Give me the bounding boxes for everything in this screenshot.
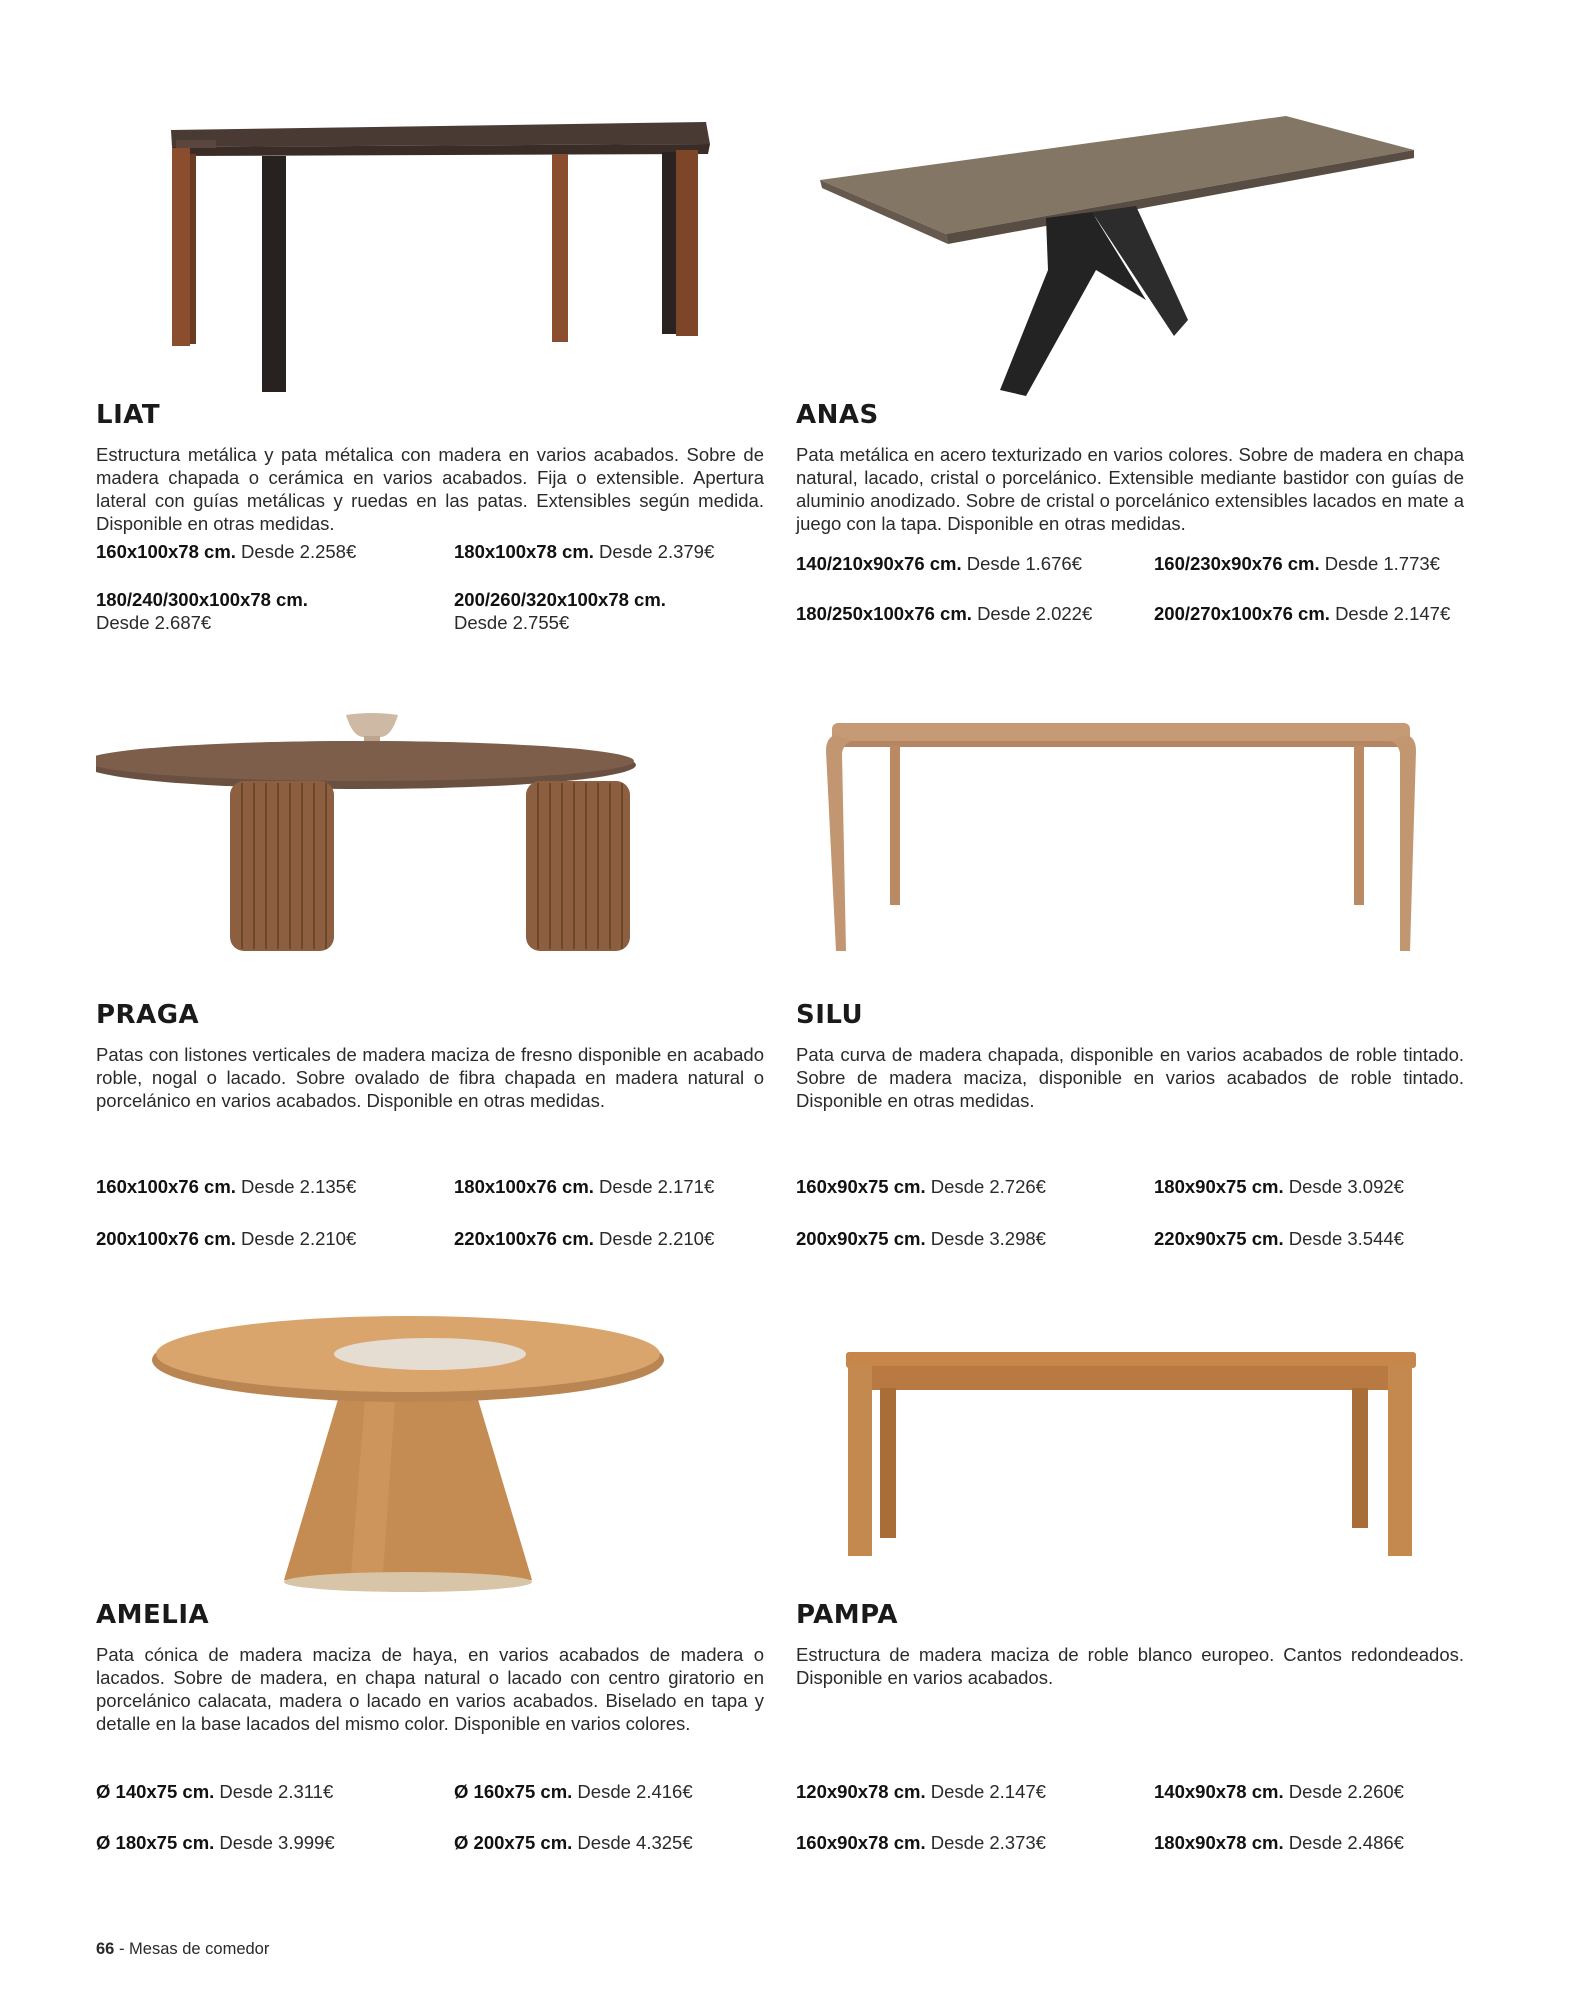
price-item	[1154, 602, 1504, 625]
product-name: LIAT	[96, 400, 161, 430]
price-value: Desde 2.311€	[219, 1781, 334, 1802]
page-number: 66	[96, 1940, 115, 1958]
product-name: PAMPA	[796, 1600, 898, 1630]
product-image-amelia	[96, 1310, 764, 1600]
price-item	[96, 1227, 446, 1250]
price-value: Desde 4.325€	[577, 1832, 693, 1853]
price-item	[454, 1175, 804, 1198]
price-size: 180/240/300x100x78 cm.	[96, 589, 308, 610]
price-value: Desde 2.171€	[599, 1176, 715, 1197]
price-value: Desde 3.999€	[219, 1832, 335, 1853]
price-size: 180x90x75 cm.	[1154, 1176, 1284, 1197]
product-image-pampa	[796, 1310, 1464, 1600]
price-size: 140/210x90x76 cm.	[796, 553, 962, 574]
product-image-liat	[96, 100, 764, 400]
price-size: 180/250x100x76 cm.	[796, 603, 972, 624]
price-size: 200/270x100x76 cm.	[1154, 603, 1330, 624]
price-value: Desde 1.676€	[966, 553, 1082, 574]
price-item	[96, 1780, 446, 1803]
price-size: 140x90x78 cm.	[1154, 1781, 1284, 1802]
price-value: Desde 2.258€	[241, 541, 357, 562]
price-size: 160x100x76 cm.	[96, 1176, 236, 1197]
price-size: Ø 200x75 cm.	[454, 1832, 573, 1853]
price-value: Desde 2.726€	[930, 1176, 1046, 1197]
price-value: Desde 2.755€	[454, 612, 570, 633]
price-item	[796, 602, 1146, 625]
price-size: 160x100x78 cm.	[96, 541, 236, 562]
product-image-anas	[796, 100, 1464, 400]
price-item	[796, 1831, 1146, 1854]
price-value: Desde 2.135€	[241, 1176, 357, 1197]
product-name: AMELIA	[96, 1600, 210, 1630]
price-value: Desde 2.486€	[1288, 1832, 1404, 1853]
product-image-silu	[796, 705, 1464, 965]
price-item	[796, 1227, 1146, 1250]
price-item	[454, 588, 694, 634]
price-size: 200x100x76 cm.	[96, 1228, 236, 1249]
price-item	[454, 540, 804, 563]
price-value: Desde 2.210€	[241, 1228, 357, 1249]
product-name: SILU	[796, 1000, 864, 1030]
price-size: 180x90x78 cm.	[1154, 1832, 1284, 1853]
product-name: PRAGA	[96, 1000, 200, 1030]
price-value: Desde 2.022€	[977, 603, 1093, 624]
price-item	[96, 1831, 446, 1854]
price-item	[1154, 1175, 1504, 1198]
price-size: Ø 160x75 cm.	[454, 1781, 573, 1802]
price-value: Desde 2.260€	[1288, 1781, 1404, 1802]
price-size: 120x90x78 cm.	[796, 1781, 926, 1802]
product-description: Pata cónica de madera maciza de haya, en varios acabados de madera o lacados. Sobre de madera, en chapa natural o lacado con centro giratorio en porcelánico calacata, madera o lacado en varios acabados. Biselado en tapa y detalle en la base lacados del mismo color. Disponible en varios colores.	[96, 1644, 764, 1734]
price-item	[796, 1175, 1146, 1198]
section-title: Mesas de comedor	[129, 1940, 270, 1958]
price-item	[796, 1780, 1146, 1803]
price-value: Desde 3.092€	[1288, 1176, 1404, 1197]
price-value: Desde 2.379€	[599, 541, 715, 562]
footer-separator: -	[114, 1940, 130, 1958]
price-value: Desde 3.298€	[930, 1228, 1046, 1249]
price-size: 200/260/320x100x78 cm.	[454, 589, 666, 610]
price-item	[796, 552, 1146, 575]
product-description: Pata curva de madera chapada, disponible en varios acabados de roble tintado. Sobre de madera maciza, disponible en varios acabados de roble tintado. Disponible en otras medidas.	[796, 1044, 1464, 1111]
price-item	[96, 588, 336, 634]
price-value: Desde 2.416€	[577, 1781, 693, 1802]
product-image-praga	[96, 705, 764, 965]
price-value: Desde 1.773€	[1324, 553, 1440, 574]
page-footer	[96, 1940, 269, 1959]
product-description: Patas con listones verticales de madera maciza de fresno disponible en acabado roble, nogal o lacado. Sobre ovalado de fibra chapada en madera natural o porcelánico en varios acabados. Disponible en otras medidas.	[96, 1044, 764, 1111]
price-value: Desde 2.147€	[930, 1781, 1046, 1802]
price-size: Ø 140x75 cm.	[96, 1781, 215, 1802]
price-size: 160x90x78 cm.	[796, 1832, 926, 1853]
price-size: 160/230x90x76 cm.	[1154, 553, 1320, 574]
price-item	[1154, 1227, 1504, 1250]
price-value: Desde 2.373€	[930, 1832, 1046, 1853]
price-item	[454, 1227, 804, 1250]
price-size: 220x90x75 cm.	[1154, 1228, 1284, 1249]
price-value: Desde 3.544€	[1288, 1228, 1404, 1249]
product-description: Estructura metálica y pata métalica con madera en varios acabados. Sobre de madera chapada o cerámica en varios acabados. Fija o extensible. Apertura lateral con guías metálicas y ruedas en las patas. Extensibles según medida. Disponible en otras medidas.	[96, 444, 764, 534]
price-value: Desde 2.687€	[96, 612, 212, 633]
product-description: Estructura de madera maciza de roble blanco europeo. Cantos redondeados. Disponible en varios acabados.	[796, 1644, 1464, 1688]
price-item	[454, 1780, 804, 1803]
price-item	[96, 1175, 446, 1198]
price-size: 160x90x75 cm.	[796, 1176, 926, 1197]
price-size: 220x100x76 cm.	[454, 1228, 594, 1249]
product-name: ANAS	[796, 400, 879, 430]
price-item	[1154, 1831, 1504, 1854]
price-item	[1154, 552, 1504, 575]
price-item	[1154, 1780, 1504, 1803]
price-item	[454, 1831, 804, 1854]
price-value: Desde 2.147€	[1335, 603, 1451, 624]
price-size: 200x90x75 cm.	[796, 1228, 926, 1249]
price-size: Ø 180x75 cm.	[96, 1832, 215, 1853]
price-value: Desde 2.210€	[599, 1228, 715, 1249]
product-description: Pata metálica en acero texturizado en varios colores. Sobre de madera en chapa natural, lacado, cristal o porcelánico. Extensible mediante bastidor con guías de aluminio anodizado. Sobre de cristal o porcelánico extensibles lacados en mate a juego con la tapa. Disponible en otras medidas.	[796, 444, 1464, 534]
price-size: 180x100x76 cm.	[454, 1176, 594, 1197]
price-size: 180x100x78 cm.	[454, 541, 594, 562]
price-item	[96, 540, 446, 563]
